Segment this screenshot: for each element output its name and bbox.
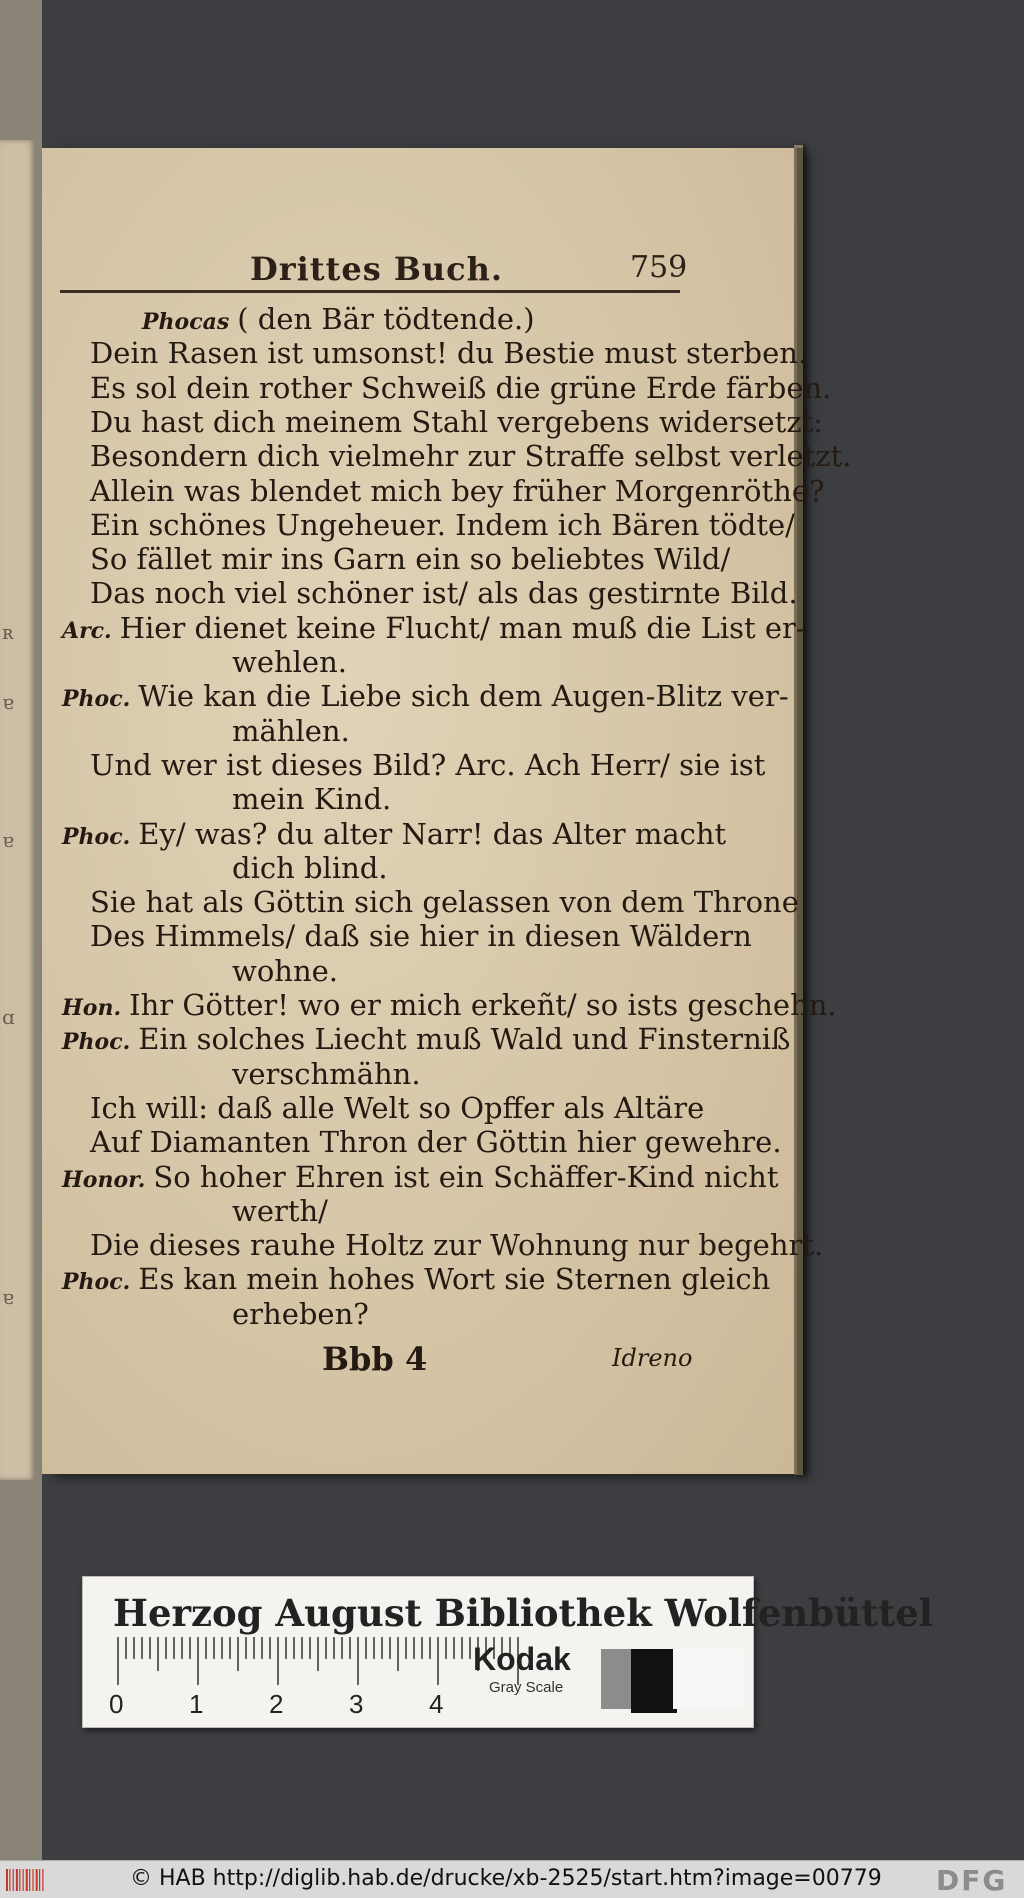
line-text: Ein schönes Ungeheuer. Indem ich Bären tödte/ [90,507,795,542]
gray-scale-label: Gray Scale [489,1679,564,1696]
text-line [62,1022,790,1059]
text-line [232,1194,328,1228]
text-line [232,714,350,748]
line-text: Auf Diamanten Thron der Göttin hier gewehre. [90,1125,782,1160]
speaker-name: Hon. [62,995,122,1021]
speaker-name: Phocas [142,309,230,335]
black-patch [631,1649,677,1713]
text-line [62,1160,779,1197]
text-line [232,851,388,885]
line-text: werth/ [232,1193,328,1228]
signature-mark: Bbb 4 [322,1340,428,1378]
ruler-label: 2 [269,1689,284,1719]
line-text: So fället mir ins Garn ein so beliebtes Wild/ [90,542,731,577]
margin-mark: ɐ [2,828,14,852]
speaker-name: Phoc. [62,1269,131,1296]
text-line [90,542,730,576]
line-text: Hier dienet keine Flucht/ man muß die List er- [119,610,806,645]
line-text: mein Kind. [232,782,392,817]
line-text: So hoher Ehren ist ein Schäffer-Kind nicht [153,1159,779,1194]
ruler-label: 1 [189,1689,204,1719]
text-line [62,817,726,854]
footer-bar [0,1860,1024,1898]
line-text: Es kan mein hohes Wort sie Sternen gleich [138,1262,771,1297]
text-line [90,508,795,542]
line-text: Allein was blendet mich bey früher Morgenröthe? [90,473,825,508]
text-line [90,439,851,473]
gray-patch [601,1649,631,1709]
text-line [90,748,765,782]
text-line [232,782,391,816]
margin-mark: ɐ [2,690,14,714]
text-line [232,954,338,988]
line-text: wehlen. [232,645,347,679]
line-text: ( den Bär tödtende.) [237,302,535,336]
speaker-name: Phoc. [62,686,131,713]
ruler-labels [109,1689,509,1717]
text-line [142,302,535,339]
line-text: Ey/ was? du alter Narr! das Alter macht [138,816,727,851]
text-line [90,919,752,953]
line-text: Das noch viel schöner ist/ als das gestirnte Bild. [90,576,798,611]
line-text: wohne. [232,953,339,988]
text-line [232,645,347,679]
line-text: erheben? [232,1296,369,1331]
catchword: Idreno [612,1344,693,1372]
line-text: verschmähn. [232,1056,421,1091]
text-line [62,1262,770,1299]
line-text: Des Himmels/ daß sie hier in diesen Wäldern [90,919,752,954]
line-text: Ein solches Liecht muß Wald und Finsterniß [138,1022,791,1057]
text-line [62,611,806,648]
previous-page-edge [0,140,36,1480]
white-patch [673,1649,743,1709]
color-scale-card [82,1576,933,1728]
margin-mark: ʀ [2,620,14,644]
running-head: Drittes Buch. [250,250,504,288]
line-text: Es sol dein rother Schweiß die grüne Erde färben. [90,370,832,405]
line-text: Besondern dich vielmehr zur Straffe selbst verletzt. [90,439,852,474]
margin-mark: ɐ [2,1285,14,1309]
ruler-label: 0 [109,1689,124,1719]
line-text: dich blind. [232,850,388,885]
text-line [90,885,799,919]
text-line [90,1228,823,1262]
ruler-label: 3 [349,1689,364,1719]
text-line [90,1091,704,1125]
speaker-name: Honor. [62,1166,146,1193]
text-line [232,1057,421,1091]
speaker-name: Phoc. [62,1029,131,1056]
line-text: Ich will: daß alle Welt so Opffer als Altäre [90,1090,705,1125]
text-line [90,576,798,610]
line-text: Ihr Götter! wo er mich erkeñt/ so ists geschehn. [129,988,837,1022]
text-line [232,1297,369,1331]
speaker-name: Arc. [62,617,112,644]
page-number: 759 [630,250,688,285]
text-line [90,474,825,508]
kodak-brand: Kodak [473,1641,571,1677]
speaker-name: Phoc. [62,823,131,850]
text-line [62,988,837,1025]
text-line [62,679,789,716]
line-text: Du hast dich meinem Stahl vergebens widersetzt: [90,404,824,439]
ruler-label: 4 [429,1689,444,1719]
barcode-icon [6,1869,46,1891]
line-text: Sie hat als Göttin sich gelassen von dem Throne [90,885,799,920]
line-text: Die dieses rauhe Holtz zur Wohnung nur begehrt. [90,1228,824,1263]
text-line [90,336,807,370]
head-rule [60,290,680,293]
library-name: Herzog August Bibliothek Wolfenbüttel [113,1591,933,1635]
line-text: mählen. [232,713,350,748]
text-line [90,405,823,439]
line-text: Wie kan die Liebe sich dem Augen-Blitz ver- [138,679,789,714]
line-text: Und wer ist dieses Bild? Arc. Ach Herr/ sie ist [90,747,766,782]
line-text: Dein Rasen ist umsonst! du Bestie must sterben. [90,336,808,371]
text-line [90,371,831,405]
footer-copyright-url[interactable]: © HAB http://diglib.hab.de/drucke/xb-2525/start.htm?image=00779 [130,1866,882,1891]
dfg-logo: DFG [936,1864,1008,1897]
margin-mark: ɑ [2,1005,15,1029]
text-line [90,1125,782,1159]
